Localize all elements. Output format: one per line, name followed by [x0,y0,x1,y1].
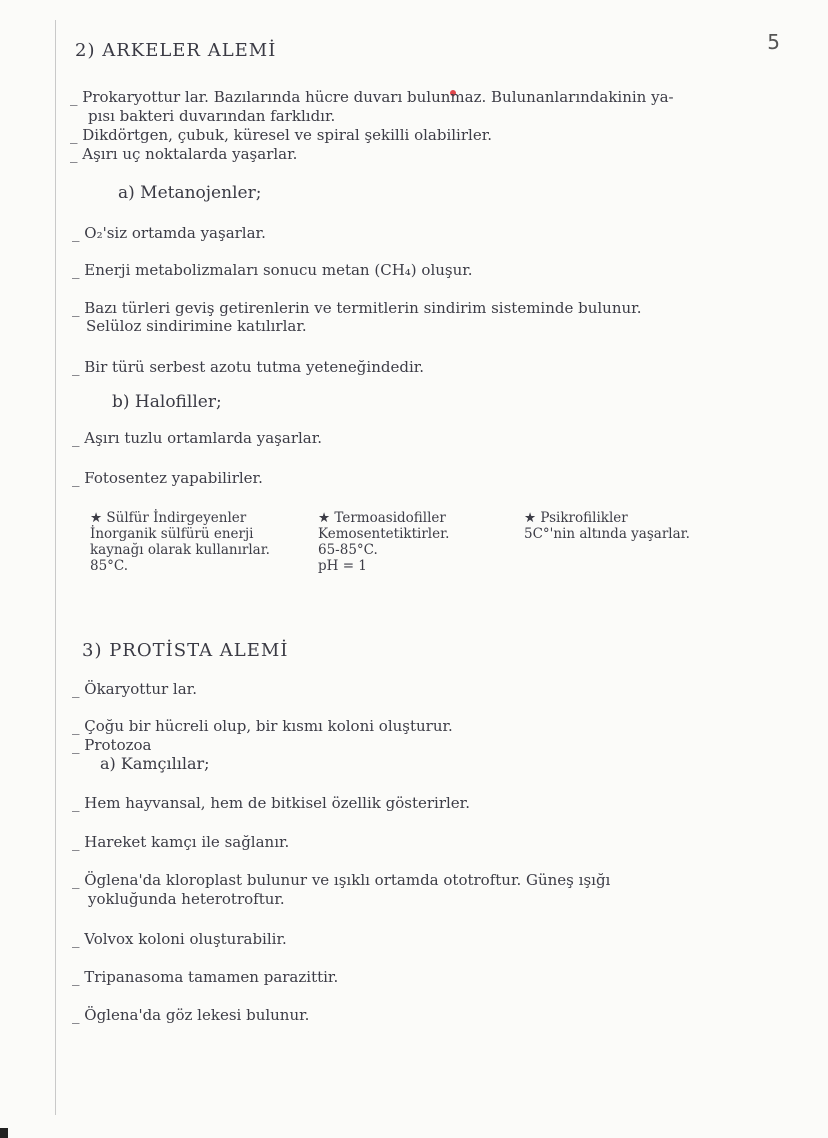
section-heading-protista: 3) PROTİSTA ALEMİ [82,640,289,661]
note-line: _ Bazı türleri geviş getirenlerin ve termitlerin sindirim sisteminde bulunur. [72,299,642,317]
note-line: _ Volvox koloni oluşturabilir. [72,930,287,948]
page-number: 5 [767,30,780,54]
column-line: ★ Sülfür İndirgeyenler [90,510,247,526]
column-line: kaynağı olarak kullanırlar. [90,542,270,558]
note-line: _ Aşırı uç noktalarda yaşarlar. [70,145,298,163]
subheading-kamcililar: a) Kamçılılar; [100,754,210,773]
note-line: _ Hareket kamçı ile sağlanır. [72,833,290,851]
margin-line [55,20,56,1115]
column-line: 85°C. [90,558,129,574]
note-line: _ Prokaryottur lar. Bazılarında hücre duvarı bulunmaz. Bulunanlarındakinin ya- [70,88,674,106]
scan-corner-mark [0,1128,8,1138]
column-line: İnorganik sülfürü enerji [90,526,254,542]
column-line: 65-85°C. [318,542,378,558]
column-line: Kemosentetiktirler. [318,526,450,542]
column-psikrofilikler [524,510,690,542]
note-line: pısı bakteri duvarından farklıdır. [88,107,336,125]
section-heading-arkeler: 2) ARKELER ALEMİ [75,40,277,61]
column-line: ★ Termoasidofiller [318,510,446,526]
column-line: 5C°'nin altında yaşarlar. [524,526,690,542]
note-line: _ Fotosentez yapabilirler. [72,469,263,487]
note-line: _ Öglena'da göz lekesi bulunur. [72,1006,310,1024]
note-line: _ Tripanasoma tamamen parazittir. [72,968,339,986]
subheading-halofiller: b) Halofiller; [112,392,222,412]
note-line: _ Aşırı tuzlu ortamlarda yaşarlar. [72,429,323,447]
column-line: pH = 1 [318,558,367,574]
note-line: Selüloz sindirimine katılırlar. [86,317,307,335]
column-termoasidofiller [318,510,449,574]
note-line: _ Protozoa [72,736,152,754]
note-line: _ Öglena'da kloroplast bulunur ve ışıklı ortamda ototroftur. Güneş ışığı [72,871,611,889]
note-line: _ Enerji metabolizmaları sonucu metan (CH₄) oluşur. [72,261,473,279]
note-line: _ Hem hayvansal, hem de bitkisel özellik gösterirler. [72,794,470,812]
column-line: ★ Psikrofilikler [524,510,628,526]
note-line: _ Çoğu bir hücreli olup, bir kısmı koloni oluşturur. [72,717,453,735]
note-line: _ Ökaryottur lar. [72,680,197,698]
column-sulfur-indirgeyenler [90,510,270,574]
note-line: _ O₂'siz ortamda yaşarlar. [72,224,266,242]
note-line: _ Dikdörtgen, çubuk, küresel ve spiral şekilli olabilirler. [70,126,492,144]
note-line: _ Bir türü serbest azotu tutma yeteneğindedir. [72,358,425,376]
note-line: yokluğunda heterotroftur. [88,890,285,908]
subheading-metanojenler: a) Metanojenler; [118,183,262,203]
